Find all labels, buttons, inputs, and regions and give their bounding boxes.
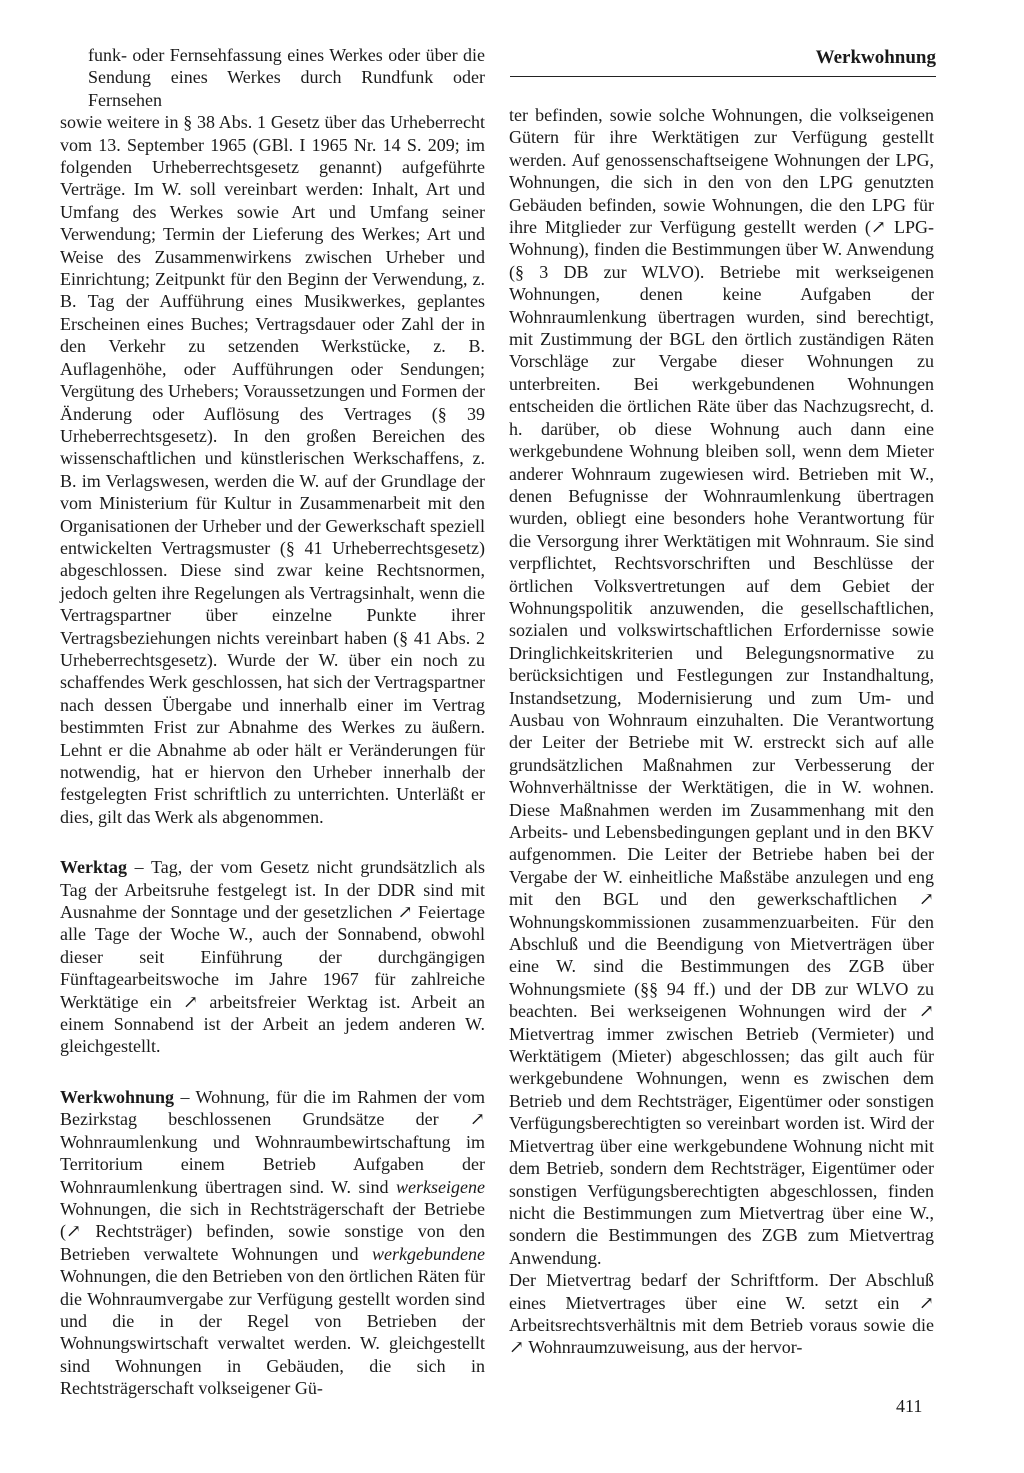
entry-text: – Tag, der vom Gesetz nicht grundsätzlich als Tag der Arbeitsruhe festgelegt ist. In der DDR sind mit Ausnahme der Sonntage und der gesetzlichen ↗ Feiertage alle Tage der Woche W., auch der Sonnabend, obwohl dieser seit Einführung der durchgängigen Fünftagearbeitswoche im Jahre 1967 für zahlreiche Werktätige ein ↗ arbeitsfreier Werktag ist. Arbeit an einem Sonnabend ist der Arbeit an jedem anderen W. gleichgestellt. [60,857,485,1057]
page-number: 411 [896,1396,923,1416]
emphasis-text: werkseigene [396,1176,485,1197]
entry-werktag [60,856,485,1058]
entry-spacer [60,1058,485,1086]
paragraph: Der Mietvertrag bedarf der Schriftform. Der Abschluß eines Mietvertrages über eine W. setzt ein ↗ Arbeitsrechtsverhältnis mit dem Betrieb voraus sowie die ↗ Wohnraumzuweisung, aus der hervor- [509,1270,934,1358]
header-rule [510,76,936,77]
continued-paragraph: sowie weitere in § 38 Abs. 1 Gesetz über das Urheberrecht vom 13. September 1965 (GBl. I 1965 Nr. 14 S. 209; im folgenden Urheberrechtsgesetz genannt) aufgeführte Verträge. Im W. soll vereinbart werden: Inhalt, Art und Umfang des Werkes sowie Art und Umfang seiner Verwendung; Termin der Lieferung des Werkes; Art und Weise des Zusammenwirkens zwischen Urheber und Einrichtung; Zeitpunkt für den Beginn der Verwendung, z. B. Tag der Aufführung eines Musikwerkes, geplantes Erscheinen eines Buches; Vertragsdauer oder Zahl der in den Verkehr zu setzenden Werkstücke, z. B. Auflagenhöhe, oder Aufführungen oder Sendungen; Vergütung des Urhebers; Voraussetzungen und Formen der Änderung oder Auflösung des Vertrages (§ 39 Urheberrechtsgesetz). In den großen Bereichen des wissenschaftlichen und künstlerischen Werkschaffens, z. B. im Verlagswesen, werden die W. auf der Grundlage der vom Ministerium für Kultur in Zusammenarbeit mit den Organisationen der Urheber und der Gewerkschaft speziell entwickelten Vertragsmuster (§ 41 Urheberrechtsgesetz) abgeschlossen. Diese sind zwar keine Rechtsnormen, jedoch gelten ihre Regelungen als Vertragsinhalt, wenn die Vertragspartner über einzelne Punkte ihrer Vertragsbeziehungen nichts vereinbart haben (§ 41 Abs. 2 Urheberrechtsgesetz). Wurde der W. über ein noch zu schaffendes Werk geschlossen, hat sich der Vertragspartner nach dessen Übergabe und innerhalb einer im Vertrag bestimmten Frist zur Abnahme des Werkes zu äußern. Lehnt er die Abnahme ab oder hält er Veränderungen für notwendig, hat er hiervon den Urheber innerhalb der festgelegten Frist schriftlich zu unterrichten. Unterläßt er dies, gilt das Werk als abgenommen. [60,112,485,827]
continued-list-item: funk- oder Fernsehfassung eines Werkes oder über die Sendung eines Werkes durch Rundfunk oder Fernsehen [88,45,485,110]
running-title: Werkwohnung [815,47,936,68]
entry-werkwohnung [60,1086,485,1400]
left-column [60,44,485,1400]
entry-text: Wohnungen, die den Betrieben von den örtlichen Räten für die Wohnraumvergabe zur Verfügung gestellt worden sind und die in der Regel von Betrieben der Wohnungswirtschaft verwaltet werden. W. gleichgestellt sind Wohnungen in Gebäuden, die sich in Rechtsträgerschaft volkseigener Gü- [60,1266,485,1399]
entry-text: – Wohnung, für die im Rahmen der vom Bezirkstag beschlossenen Grundsätze der ↗ Wohnraumlenkung und Wohnraumbewirtschaftung im Territorium einem Betrieb Aufgaben der Wohnraumlenkung übertragen sind. W. sind [60,1086,485,1197]
continued-paragraph: ter befinden, sowie solche Wohnungen, die volkseigenen Gütern für ihre Werktätigen zur Verfügung gestellt werden. Auf genossenschaftseigene Wohnungen der LPG, Wohnungen, die sich in den von den LPG genutzten Gebäuden befinden, sowie Wohnungen, die den LPG für ihre Mitglieder zur Verfügung gestellt werden (↗ LPG-Wohnung), finden die Bestimmungen über W. Anwendung (§ 3 DB zur WLVO). Betriebe mit werkseigenen Wohnungen, denen keine Aufgaben der Wohnraumlenkung übertragen wurden, sind berechtigt, mit Zustimmung der BGL den örtlich zuständigen Räten Vorschläge zur Vergabe dieser Wohnungen zu unterbreiten. Bei werkgebundenen Wohnungen entscheiden die örtlichen Räte über das Nachzugsrecht, d. h. darüber, ob diese Wohnung auch dann eine werkgebundene Wohnung bleiben soll, wenn dem Mieter anderer Wohnraum zugewiesen wird. Betrieben mit W., denen Befugnisse der Wohnraumlenkung übertragen wurden, obliegt eine besonders hohe Verantwortung für die Versorgung ihrer Werktätigen mit Wohnraum. Sie sind verpflichtet, Rechtsvorschriften und Beschlüsse der örtlichen Volksvertretungen auf dem Gebiet der Wohnungspolitik anzuwenden, die gesellschaftlichen, sozialen und volkswirtschaftlichen Erfordernisse sowie Dringlichkeitskriterien und Belegungsnormative zu berücksichtigen und Festlegungen zur Instandhaltung, Instandsetzung, Modernisierung und zum Um- und Ausbau von Wohnraum einzuhalten. Die Verantwortung der Leiter der Betriebe mit W. erstreckt sich auf alle grundsätzlichen Maßnahmen zur Verbesserung der Wohnverhältnisse der Werktätigen, die in W. wohnen. Diese Maßnahmen werden im Zusammenhang mit den Arbeits- und Lebensbedingungen geplant und in den BKV aufgenommen. Die Leiter der Betriebe haben bei der Vergabe der W. einheitliche Maßstäbe anzulegen und eng mit den BGL und den gewerkschaftlichen ↗ Wohnungskommissionen zusammenzuarbeiten. Für den Abschluß und die Beendigung von Mietverträgen über eine W. sind die Bestimmungen des ZGB über Wohnungsmiete (§§ 94 ff.) und der DB zur WLVO zu beachten. Bei werkseigenen Wohnungen wird der ↗ Mietvertrag immer zwischen Betrieb (Vermieter) und Werktätigem (Mieter) abgeschlossen; das gilt auch für werkgebundene Wohnungen, wenn es zwischen dem Betrieb und dem Rechtsträger, Eigentümer oder sonstigen Verfügungsberechtigten so vereinbart worden ist. Wird der Mietvertrag über eine werkgebundene Wohnung nicht mit dem Betrieb, sondern dem Rechtsträger, Eigentümer oder sonstigen Verfügungsberechtigten abgeschlossen, finden nicht die Bestimmungen zum Mietvertrag über eine W., sondern die Bestimmungen des ZGB zum Mietvertrag Anwendung. [509,105,934,1268]
entry-spacer [60,828,485,856]
entry-term: Werktag [60,857,127,878]
emphasis-text: werkgebundene [372,1243,485,1264]
entry-term: Werkwohnung [60,1086,175,1107]
entry-text: Wohnungen, die sich in Rechtsträgerschaft der Betriebe (↗ Rechtsträger) befinden, sowie sonstige von den Betrieben verwaltete Wohnungen und [60,1198,485,1264]
right-column [509,104,934,1359]
